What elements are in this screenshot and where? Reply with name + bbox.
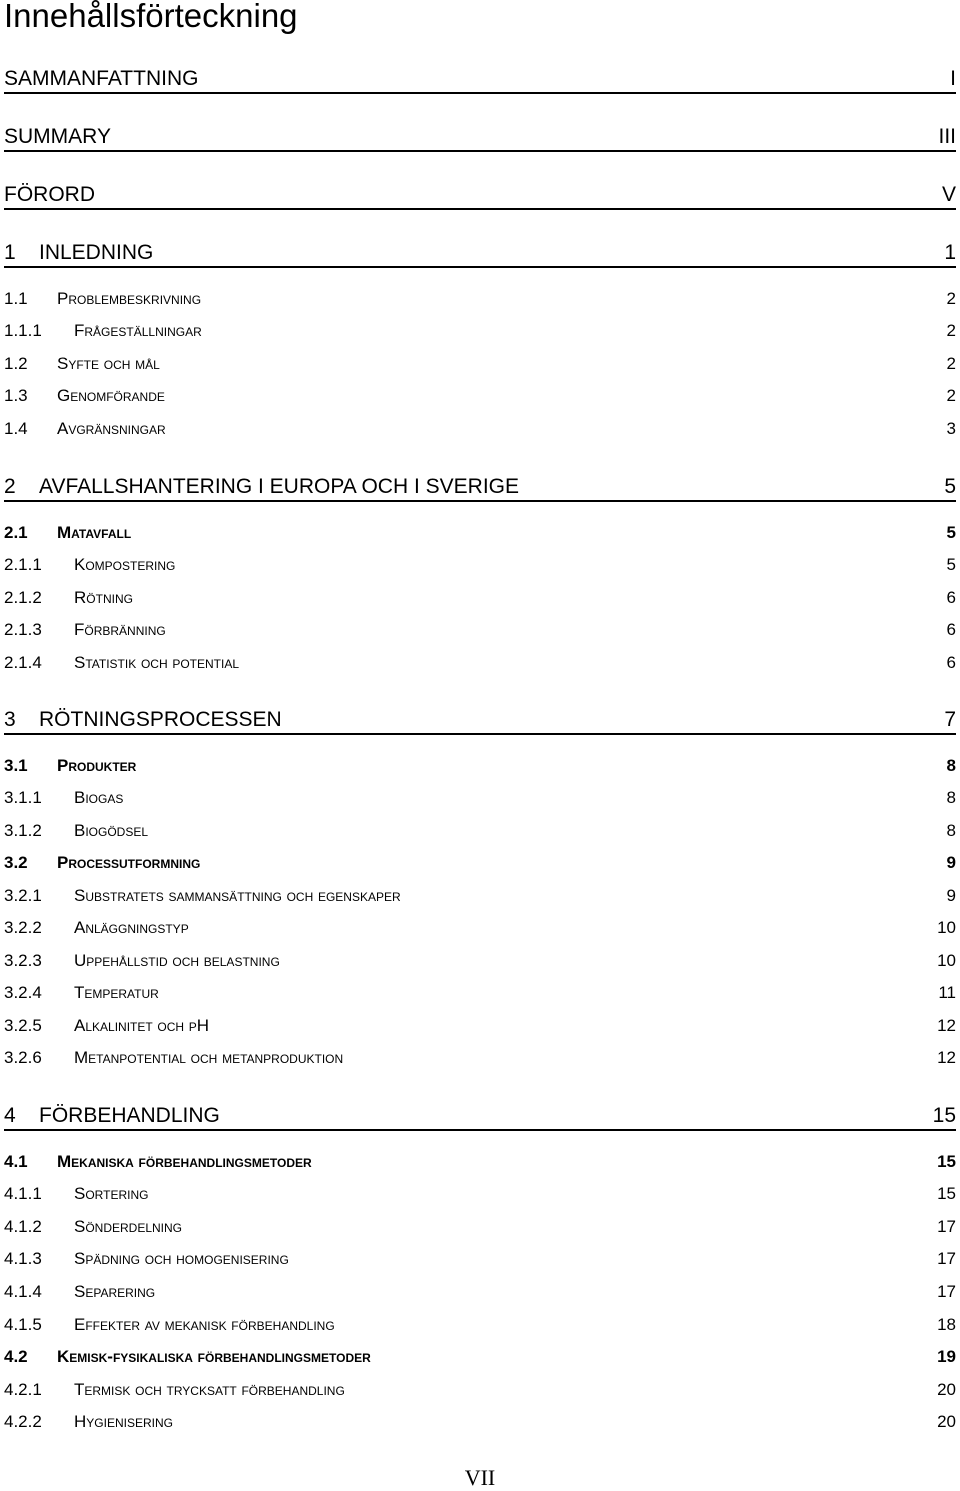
toc-page: 9 <box>946 853 956 872</box>
toc-number: 1.1 <box>4 289 28 308</box>
toc-page: 5 <box>944 475 956 498</box>
toc-page: 8 <box>946 788 956 807</box>
toc-entry[interactable] <box>4 182 956 210</box>
toc-number: 1.2 <box>4 354 28 373</box>
toc-number: 3.2.6 <box>4 1048 42 1067</box>
toc-entry[interactable] <box>4 755 956 777</box>
toc-number: 4.2 <box>4 1347 28 1366</box>
toc-entry[interactable] <box>4 652 956 674</box>
toc-page: 2 <box>946 321 956 340</box>
toc-label: Förbränning <box>74 620 166 639</box>
toc-number: 3.2.3 <box>4 951 42 970</box>
toc-page: 2 <box>946 354 956 373</box>
toc-label: Kompostering <box>74 555 176 574</box>
toc-entry[interactable] <box>4 1216 956 1238</box>
toc-page: 19 <box>937 1347 956 1366</box>
toc-page: 1 <box>944 241 956 264</box>
toc-label: Produkter <box>57 756 137 775</box>
toc-number: 2.1.3 <box>4 620 42 639</box>
toc-page: 5 <box>946 523 956 542</box>
toc-label: Sortering <box>74 1184 149 1203</box>
toc-entry[interactable] <box>4 1411 956 1433</box>
toc-label: Anläggningstyp <box>74 918 189 937</box>
toc-number: 4 <box>4 1104 16 1127</box>
toc-entry[interactable] <box>4 820 956 842</box>
toc-page: 17 <box>937 1249 956 1268</box>
toc-label: RÖTNINGSPROCESSEN <box>39 708 282 731</box>
toc-label: Matavfall <box>57 523 132 542</box>
toc-entry[interactable] <box>4 619 956 641</box>
toc-number: 3.1.1 <box>4 788 42 807</box>
toc-entry[interactable] <box>4 418 956 440</box>
toc-page: 2 <box>946 386 956 405</box>
toc-entry[interactable] <box>4 1346 956 1368</box>
toc-number: 3.1 <box>4 756 28 775</box>
toc-entry[interactable] <box>4 474 956 502</box>
toc-entry[interactable] <box>4 522 956 544</box>
toc-label: Termisk och trycksatt förbehandling <box>74 1380 345 1399</box>
toc-entry[interactable] <box>4 1314 956 1336</box>
toc-entry[interactable] <box>4 1047 956 1069</box>
toc-page: 3 <box>946 419 956 438</box>
toc-number: 2.1 <box>4 523 28 542</box>
toc-entry[interactable] <box>4 1183 956 1205</box>
toc-page: 17 <box>937 1282 956 1301</box>
toc-page: V <box>941 183 956 206</box>
toc-number: 1.4 <box>4 419 28 438</box>
toc-number: 4.1 <box>4 1152 28 1171</box>
toc-page: 15 <box>937 1152 956 1171</box>
toc-number: 1.1.1 <box>4 321 42 340</box>
toc-page: 15 <box>932 1104 956 1127</box>
toc-label: Uppehållstid och belastning <box>74 951 280 970</box>
toc-number: 3.2.5 <box>4 1016 42 1035</box>
toc-entry[interactable] <box>4 240 956 268</box>
toc-page: 20 <box>937 1412 956 1431</box>
toc-page: 7 <box>944 708 956 731</box>
toc-label: Biogödsel <box>74 821 149 840</box>
toc-number: 3.2.2 <box>4 918 42 937</box>
toc-label: Temperatur <box>74 983 159 1002</box>
toc-number: 3.2.4 <box>4 983 42 1002</box>
toc-page: 8 <box>946 821 956 840</box>
toc-number: 3.2 <box>4 853 28 872</box>
toc-page: III <box>938 125 956 148</box>
toc-page: 12 <box>937 1016 956 1035</box>
toc-label: Effekter av mekanisk förbehandling <box>74 1315 335 1334</box>
toc-number: 4.1.2 <box>4 1217 42 1236</box>
toc-label: Statistik och potential <box>74 653 240 672</box>
toc-number: 4.1.1 <box>4 1184 42 1203</box>
toc-entry[interactable] <box>4 124 956 152</box>
toc-page: 20 <box>937 1380 956 1399</box>
toc-label: Rötning <box>74 588 133 607</box>
toc-page: 9 <box>946 886 956 905</box>
toc-number: 1.3 <box>4 386 28 405</box>
toc-label: Substratets sammansättning och egenskaper <box>74 886 401 905</box>
toc-label: FÖRORD <box>4 183 95 206</box>
toc-entry[interactable] <box>4 1379 956 1401</box>
page-title: Innehållsförteckning <box>4 0 298 34</box>
toc-label: Biogas <box>74 788 124 807</box>
toc-page: 5 <box>946 555 956 574</box>
toc-entry[interactable] <box>4 587 956 609</box>
toc-entry[interactable] <box>4 1281 956 1303</box>
toc-entry[interactable] <box>4 1103 956 1131</box>
toc-number: 4.1.5 <box>4 1315 42 1334</box>
toc-label: INLEDNING <box>39 241 154 264</box>
toc-label: Kemisk-fysikaliska förbehandlingsmetoder <box>57 1347 371 1366</box>
toc-entry[interactable] <box>4 982 956 1004</box>
toc-entry[interactable] <box>4 787 956 809</box>
toc-label: Processutformning <box>57 853 201 872</box>
toc-page: 6 <box>946 620 956 639</box>
toc-page: 10 <box>937 951 956 970</box>
toc-label: Spädning och homogenisering <box>74 1249 289 1268</box>
toc-page: 17 <box>937 1217 956 1236</box>
toc-entry[interactable] <box>4 288 956 310</box>
toc-label: Frågeställningar <box>74 321 202 340</box>
toc-page: 12 <box>937 1048 956 1067</box>
toc-label: SAMMANFATTNING <box>4 67 199 90</box>
toc-number: 3 <box>4 708 16 731</box>
toc-number: 4.1.4 <box>4 1282 42 1301</box>
toc-page: 2 <box>946 289 956 308</box>
toc-number: 3.2.1 <box>4 886 42 905</box>
toc-label: SUMMARY <box>4 125 111 148</box>
toc-label: Separering <box>74 1282 156 1301</box>
toc-entry[interactable] <box>4 353 956 375</box>
toc-entry[interactable] <box>4 1151 956 1173</box>
toc-number: 2.1.1 <box>4 555 42 574</box>
toc-label: Avgränsningar <box>57 419 166 438</box>
toc-number: 2.1.2 <box>4 588 42 607</box>
toc-entry[interactable] <box>4 1015 956 1037</box>
toc-entry[interactable] <box>4 707 956 735</box>
toc-number: 1 <box>4 241 16 264</box>
toc-label: FÖRBEHANDLING <box>39 1104 220 1127</box>
toc-entry[interactable] <box>4 320 956 342</box>
toc-entry[interactable] <box>4 885 956 907</box>
toc-number: 2 <box>4 475 16 498</box>
toc-page: I <box>950 67 956 90</box>
toc-label: Genomförande <box>57 386 165 405</box>
toc-entry[interactable] <box>4 554 956 576</box>
toc-page: 18 <box>937 1315 956 1334</box>
toc-entry[interactable] <box>4 1248 956 1270</box>
toc-number: 4.2.2 <box>4 1412 42 1431</box>
toc-label: Syfte och mål <box>57 354 160 373</box>
toc-number: 2.1.4 <box>4 653 42 672</box>
toc-label: Problembeskrivning <box>57 289 202 308</box>
toc-entry[interactable] <box>4 917 956 939</box>
toc-entry[interactable] <box>4 950 956 972</box>
toc-entry[interactable] <box>4 852 956 874</box>
toc-label: Alkalinitet och pH <box>74 1016 210 1035</box>
toc-entry[interactable] <box>4 66 956 94</box>
toc-page: 6 <box>946 653 956 672</box>
toc-page: 15 <box>937 1184 956 1203</box>
page-folio: VII <box>464 1465 496 1490</box>
toc-label: Hygienisering <box>74 1412 173 1431</box>
toc-entry[interactable] <box>4 385 956 407</box>
toc-page: 8 <box>946 756 956 775</box>
toc-label: Mekaniska förbehandlingsmetoder <box>57 1152 312 1171</box>
toc-page: 10 <box>937 918 956 937</box>
toc-number: 4.1.3 <box>4 1249 42 1268</box>
toc-number: 4.2.1 <box>4 1380 42 1399</box>
toc-page: 11 <box>938 983 956 1002</box>
toc-label: AVFALLSHANTERING I EUROPA OCH I SVERIGE <box>39 475 520 498</box>
toc-page: 6 <box>946 588 956 607</box>
toc-number: 3.1.2 <box>4 821 42 840</box>
toc-label: Metanpotential och metanproduktion <box>74 1048 344 1067</box>
toc-label: Sönderdelning <box>74 1217 183 1236</box>
